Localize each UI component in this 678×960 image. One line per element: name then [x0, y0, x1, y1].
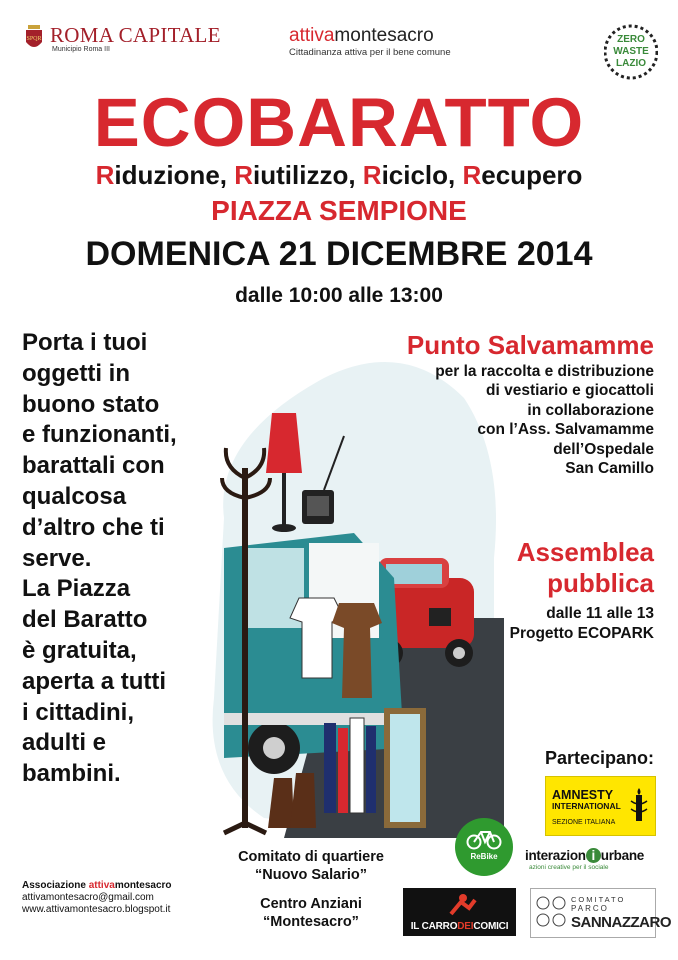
salvamamme-line: in collaborazione — [527, 401, 654, 419]
zero-waste-lazio-logo — [604, 22, 658, 82]
rebike-logo — [455, 818, 513, 876]
event-date: DOMENICA 21 DICEMBRE 2014 — [85, 235, 593, 273]
partecipano-heading: Partecipano: — [544, 748, 654, 768]
salvamamme-line: dell’Ospedale — [553, 440, 654, 458]
salvamamme-line: San Camillo — [565, 460, 654, 478]
description-line: barattali con — [22, 452, 165, 480]
bicycle-icon — [466, 828, 502, 850]
interazioni-urbane-name: interazion i urbane — [525, 848, 644, 863]
assemblea-title-line: pubblica — [547, 568, 654, 598]
zw-line-1: ZERO — [617, 34, 645, 45]
roma-municipio: Municipio Roma III — [52, 46, 110, 53]
salvamamme-title: Punto Salvamamme — [406, 330, 654, 360]
associazione-email[interactable]: attivamontesacro@gmail.com — [22, 892, 154, 903]
description-line: aperta a tutti — [22, 667, 167, 695]
description-line: e funzionanti, — [22, 421, 177, 449]
sannazzaro-line-3: SANNAZZARO — [571, 914, 671, 931]
assemblea-title — [380, 537, 654, 599]
centro-line: “Montesacro” — [263, 914, 359, 930]
amnesty-logo — [545, 776, 656, 836]
assemblea-details — [380, 604, 654, 644]
event-description — [22, 328, 222, 790]
flower-pattern-icon — [535, 895, 567, 929]
associazione-name: Associazione attivamontesacro — [22, 880, 172, 891]
salvamamme-line: con l’Ass. Salvamamme — [477, 421, 654, 439]
zw-line-2: WASTE — [613, 46, 649, 57]
comitato-quartiere — [216, 848, 406, 884]
attivamontesacro-name: attivamontesacro — [289, 25, 434, 46]
amnesty-line-1: AMNESTY — [552, 788, 614, 802]
boots-icon — [268, 773, 316, 828]
jester-figure-icon — [443, 892, 477, 918]
comitato-sannazzaro-logo — [530, 888, 671, 938]
sannazzaro-line-1: COMITATO — [571, 895, 626, 904]
description-line: buono stato — [22, 390, 160, 418]
assemblea-time: dalle 11 alle 13 — [546, 605, 654, 622]
associazione-contacts — [22, 880, 172, 916]
comitato-line: Comitato di quartiere — [238, 849, 384, 865]
description-line: qualcosa — [22, 482, 127, 510]
roma-capitale-name: ROMA CAPITALE — [50, 23, 221, 47]
associazione-blog[interactable]: www.attivamontesacro.blogspot.it — [22, 904, 171, 915]
books-icon — [324, 718, 376, 813]
svg-text:SPQR: SPQR — [26, 36, 42, 42]
assemblea-project: Progetto ECOPARK — [509, 625, 654, 642]
interazioni-urbane-tagline: azioni creative per il sociale — [529, 864, 609, 871]
sannazzaro-line-2: PARCO — [571, 904, 609, 913]
interazioni-urbane-logo — [525, 848, 644, 871]
description-line: i cittadini, — [22, 698, 135, 726]
salvamamme-line: per la raccolta e distribuzione — [435, 363, 654, 380]
description-line: Porta i tuoi — [22, 329, 148, 356]
description-line: adulti e — [22, 729, 107, 757]
description-line: è gratuita, — [22, 636, 137, 664]
amnesty-line-2: INTERNATIONAL — [552, 801, 621, 811]
event-title: ECOBARATTO — [93, 84, 585, 161]
centro-line: Centro Anziani — [260, 896, 362, 912]
salvamamme-description — [330, 362, 654, 478]
rebike-name: ReBike — [470, 852, 498, 861]
attivamontesacro-logo — [289, 26, 451, 58]
event-hours: dalle 10:00 alle 13:00 — [235, 284, 443, 307]
description-line: serve. — [22, 544, 92, 572]
event-place: PIAZZA SEMPIONE — [211, 195, 467, 226]
mirror-icon — [384, 708, 426, 828]
salvamamme-line: di vestiario e giocattoli — [486, 382, 654, 400]
attivamontesacro-tagline: Cittadinanza attiva per il bene comune — [289, 47, 451, 58]
event-subtitle: Riduzione, Riutilizzo, Riciclo, Recupero — [95, 160, 583, 190]
description-line: del Baratto — [22, 606, 148, 634]
carro-dei-comici-logo — [403, 888, 516, 936]
assemblea-title-line: Assemblea — [516, 537, 654, 567]
zw-line-3: LAZIO — [616, 58, 646, 69]
roma-capitale-logo — [24, 24, 221, 53]
description-line: d’altro che ti — [22, 513, 165, 541]
comitato-line: “Nuovo Salario” — [255, 867, 367, 883]
description-line: La Piazza — [22, 575, 131, 603]
description-line: oggetti in — [22, 359, 130, 387]
carro-dei-comici-name: IL CARRODEICOMICI — [410, 921, 509, 932]
amnesty-line-3: SEZIONE ITALIANA — [552, 819, 616, 826]
description-line: bambini. — [22, 760, 121, 788]
candle-barbed-wire-icon — [629, 787, 649, 825]
roma-crest-icon — [24, 24, 44, 52]
centro-anziani — [216, 895, 406, 931]
